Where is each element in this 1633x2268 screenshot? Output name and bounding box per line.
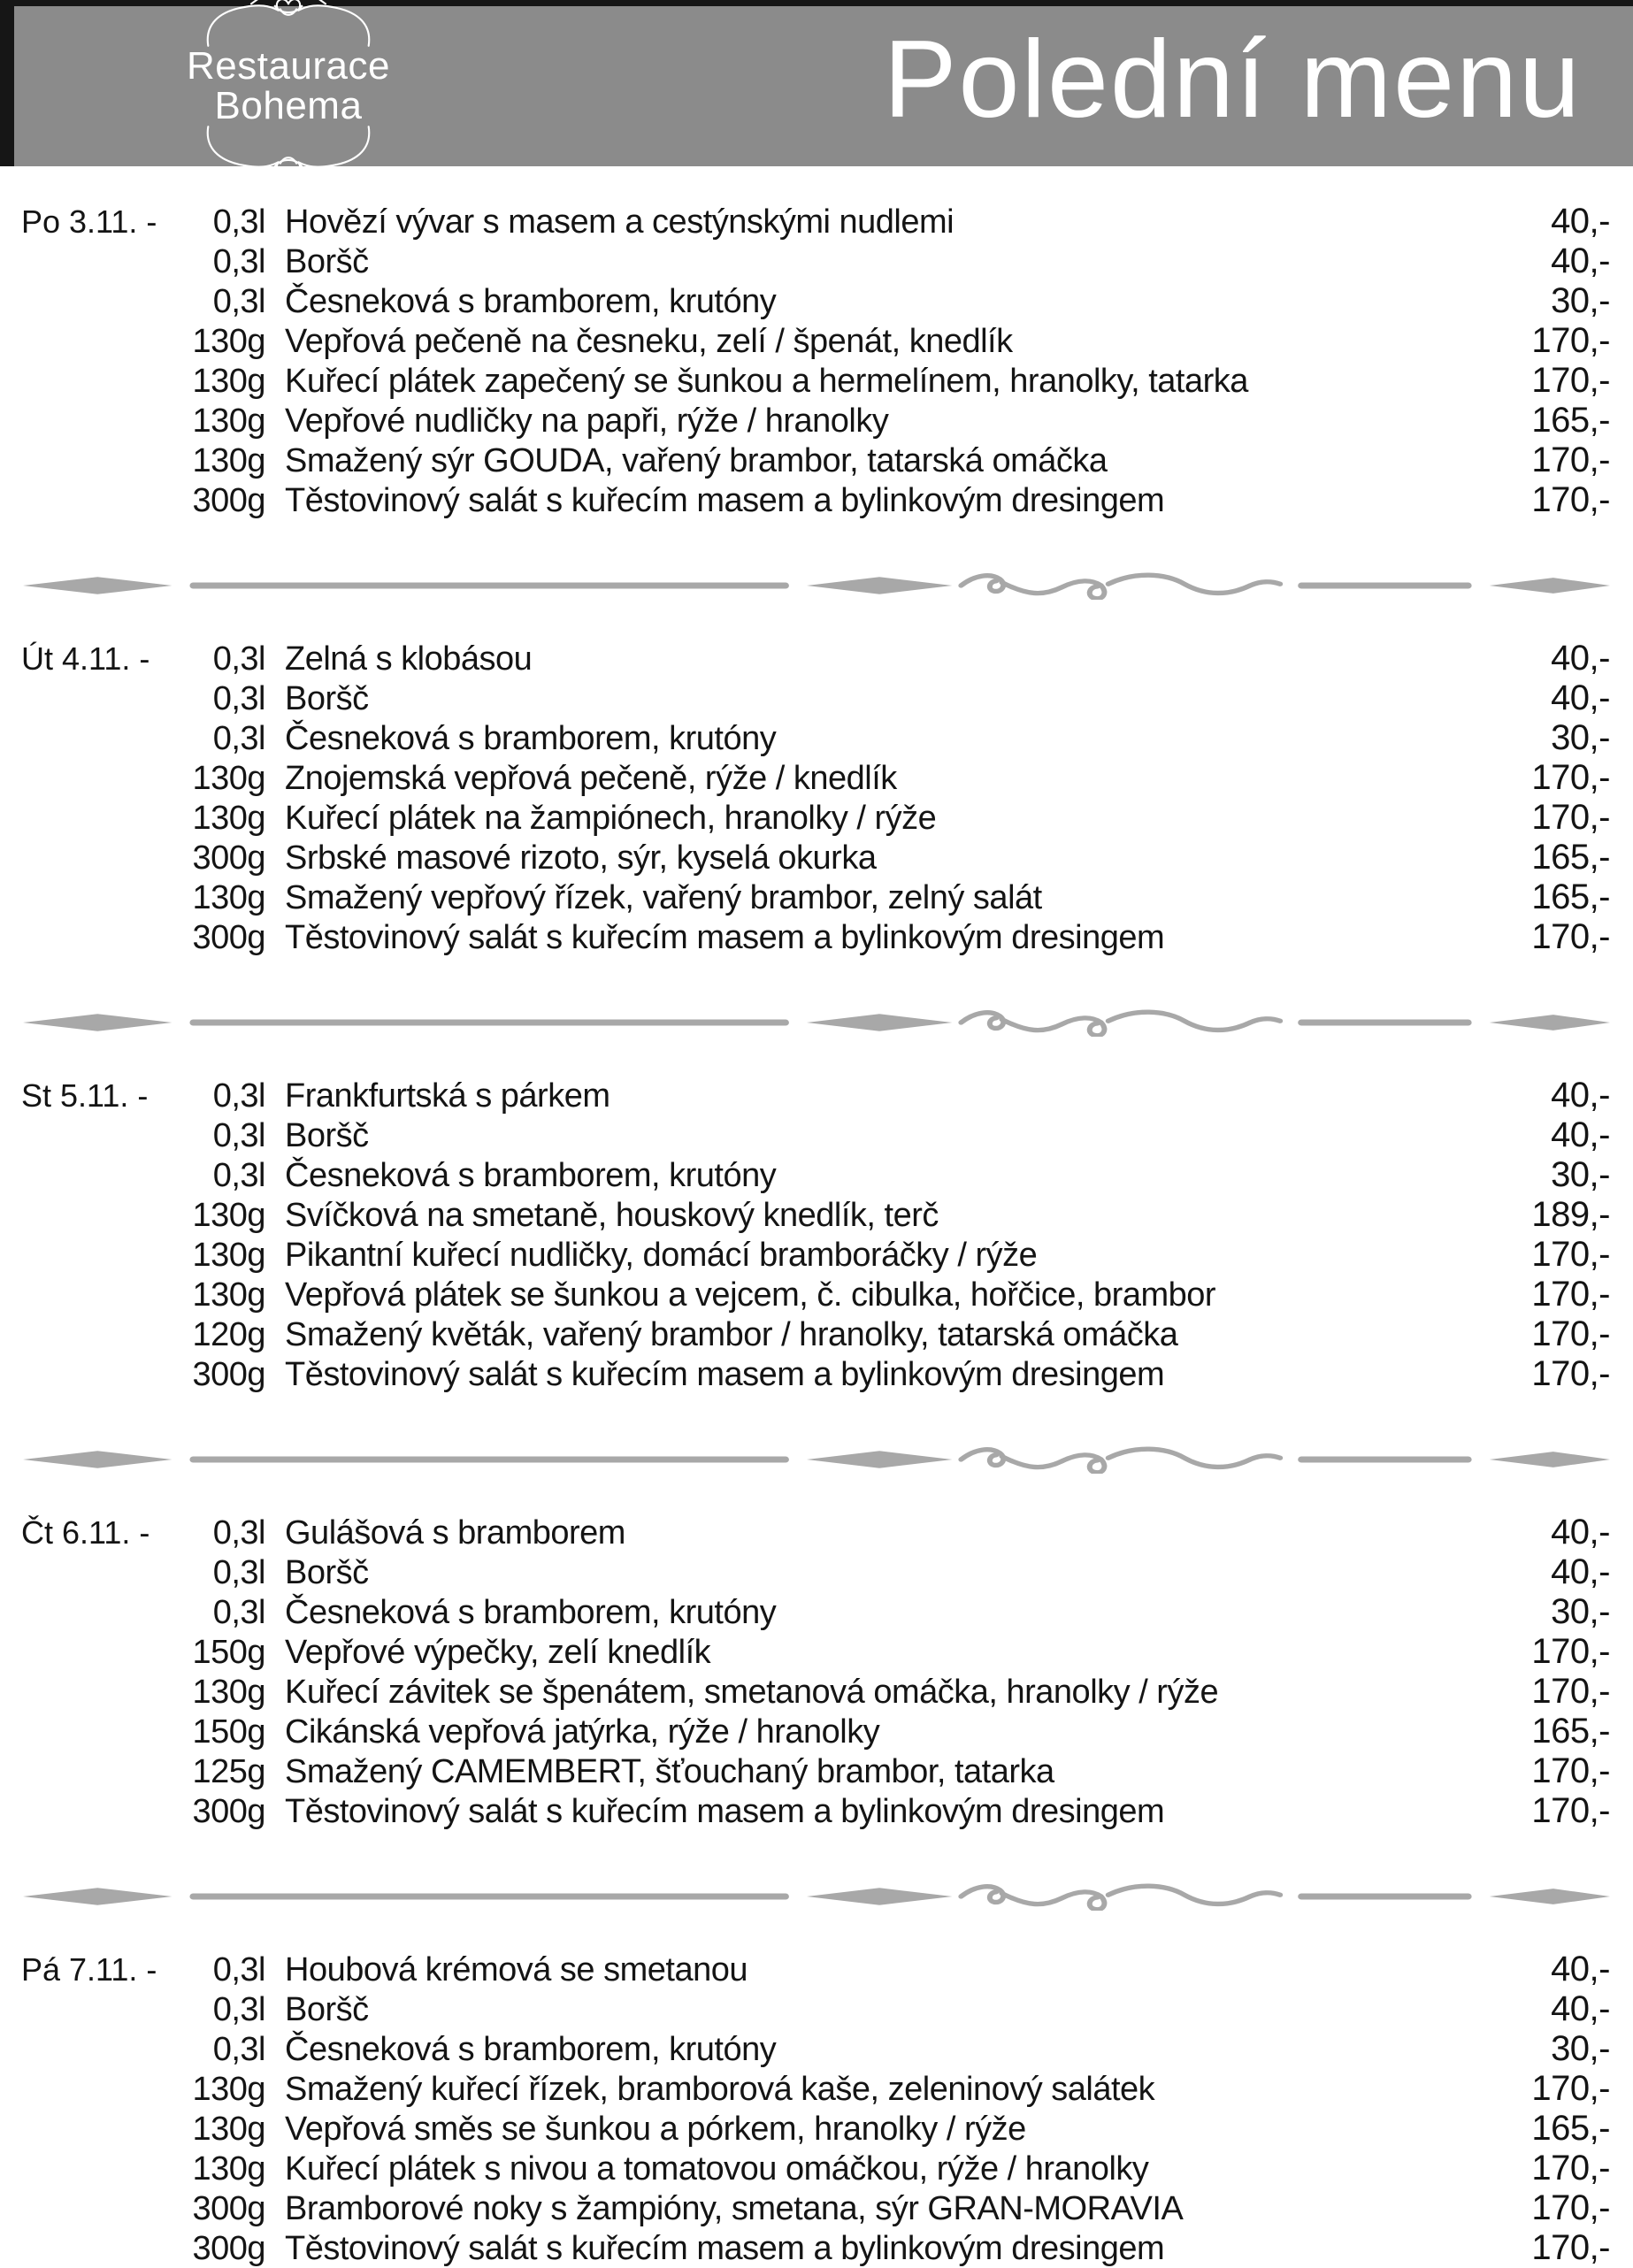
day-rows <box>166 639 1633 957</box>
dish-name: Houbová krémová se smetanou <box>285 1951 748 1988</box>
section-divider <box>0 1008 1633 1037</box>
price-label: 170,- <box>1531 1751 1610 1790</box>
menu-item-row <box>166 1275 1633 1314</box>
dish-name: Cikánská vepřová jatýrka, rýže / hranolky <box>285 1713 880 1751</box>
price-label: 40,- <box>1551 1989 1610 2028</box>
portion-label: 130g <box>192 1674 265 1711</box>
dish-name: Svíčková na smetaně, houskový knedlík, terč <box>285 1197 939 1234</box>
dish-name: Vepřová pečeně na česneku, zelí / špenát, knedlík <box>285 323 1013 360</box>
menu-item-row <box>166 798 1633 838</box>
price-label: 170,- <box>1531 917 1610 956</box>
dish-name: Kuřecí plátek na žampiónech, hranolky / rýže <box>285 800 937 837</box>
menu-item-row <box>166 2188 1633 2228</box>
portion-label: 150g <box>192 1713 265 1751</box>
day-rows <box>166 1076 1633 1394</box>
price-label: 30,- <box>1551 281 1610 320</box>
portion-label: 0,3l <box>212 640 265 678</box>
price-label: 30,- <box>1551 2029 1610 2068</box>
price-label: 170,- <box>1531 1632 1610 1671</box>
price-label: 40,- <box>1551 678 1610 717</box>
price-label: 189,- <box>1531 1195 1610 1234</box>
divider-ornament-icon <box>16 571 1617 600</box>
portion-label: 300g <box>192 2230 265 2267</box>
portion-label: 120g <box>192 1316 265 1353</box>
menu-item-row <box>166 1195 1633 1235</box>
price-label: 170,- <box>1531 1275 1610 1314</box>
dish-name: Gulášová s bramborem <box>285 1514 625 1552</box>
logo-flourish-top-icon <box>156 0 421 47</box>
portion-label: 125g <box>192 1753 265 1790</box>
menu-days <box>0 166 1633 2268</box>
dish-name: Smažený vepřový řízek, vařený brambor, zelný salát <box>285 879 1042 916</box>
dish-name: Kuřecí závitek se špenátem, smetanová omáčka, hranolky / rýže <box>285 1674 1219 1711</box>
menu-item-row <box>166 917 1633 957</box>
day-label: St 5.11. - <box>21 1077 149 1114</box>
price-label: 170,- <box>1531 480 1610 519</box>
menu-item-row <box>166 2069 1633 2109</box>
portion-label: 130g <box>192 442 265 479</box>
portion-label: 0,3l <box>212 1077 265 1115</box>
price-label: 170,- <box>1531 798 1610 837</box>
price-label: 30,- <box>1551 1592 1610 1631</box>
portion-label: 0,3l <box>212 2031 265 2068</box>
menu-item-row <box>166 838 1633 877</box>
price-label: 40,- <box>1551 1552 1610 1591</box>
portion-label: 130g <box>192 363 265 400</box>
menu-item-row <box>166 678 1633 718</box>
menu-item-row <box>166 1513 1633 1552</box>
portion-label: 0,3l <box>212 1514 265 1552</box>
dish-name: Boršč <box>285 680 369 717</box>
menu-item-row <box>166 1632 1633 1672</box>
menu-item-row <box>166 2029 1633 2069</box>
price-label: 165,- <box>1531 877 1610 916</box>
portion-label: 130g <box>192 879 265 916</box>
dish-name: Boršč <box>285 1117 369 1154</box>
menu-item-row <box>166 2109 1633 2149</box>
portion-label: 300g <box>192 839 265 877</box>
portion-label: 0,3l <box>212 720 265 757</box>
menu-item-row <box>166 1712 1633 1751</box>
portion-label: 0,3l <box>212 1594 265 1631</box>
page-title: Polední menu <box>883 19 1582 141</box>
portion-label: 130g <box>192 760 265 797</box>
dish-name: Česneková s bramborem, krutóny <box>285 283 777 320</box>
price-label: 170,- <box>1531 1314 1610 1353</box>
price-label: 165,- <box>1531 2109 1610 2148</box>
dish-name: Česneková s bramborem, krutóny <box>285 1157 777 1194</box>
portion-label: 130g <box>192 2071 265 2108</box>
menu-item-row <box>166 1672 1633 1712</box>
day-rows <box>166 1950 1633 2268</box>
portion-label: 300g <box>192 2190 265 2227</box>
menu-item-row <box>166 1950 1633 1989</box>
price-label: 165,- <box>1531 401 1610 440</box>
dish-name: Smažený kuřecí řízek, bramborová kaše, zeleninový salátek <box>285 2071 1155 2108</box>
day-section <box>0 1076 1633 1394</box>
portion-label: 130g <box>192 402 265 440</box>
menu-item-row <box>166 1354 1633 1394</box>
portion-label: 0,3l <box>212 203 265 241</box>
portion-label: 300g <box>192 1356 265 1393</box>
price-label: 40,- <box>1551 1115 1610 1154</box>
menu-item-row <box>166 281 1633 321</box>
price-label: 40,- <box>1551 1950 1610 1988</box>
price-label: 170,- <box>1531 1672 1610 1711</box>
menu-item-row <box>166 321 1633 361</box>
menu-item-row <box>166 1155 1633 1195</box>
logo-name-line2: Bohema <box>214 83 363 127</box>
menu-item-row <box>166 718 1633 758</box>
portion-label: 0,3l <box>212 1157 265 1194</box>
header-banner <box>0 0 1633 166</box>
dish-name: Těstovinový salát s kuřecím masem a bylinkovým dresingem <box>285 1793 1165 1830</box>
dish-name: Kuřecí plátek zapečený se šunkou a hermelínem, hranolky, tatarka <box>285 363 1248 400</box>
portion-label: 300g <box>192 482 265 519</box>
dish-name: Těstovinový salát s kuřecím masem a bylinkovým dresingem <box>285 2230 1165 2267</box>
portion-label: 0,3l <box>212 243 265 280</box>
day-section <box>0 639 1633 957</box>
menu-item-row <box>166 1552 1633 1592</box>
price-label: 170,- <box>1531 2069 1610 2108</box>
dish-name: Těstovinový salát s kuřecím masem a bylinkovým dresingem <box>285 1356 1165 1393</box>
portion-label: 0,3l <box>212 1117 265 1154</box>
price-label: 40,- <box>1551 1513 1610 1552</box>
price-label: 40,- <box>1551 202 1610 241</box>
section-divider <box>0 1882 1633 1911</box>
dish-name: Vepřové nudličky na papři, rýže / hranolky <box>285 402 889 440</box>
divider-ornament-icon <box>16 1008 1617 1037</box>
menu-item-row <box>166 877 1633 917</box>
dish-name: Česneková s bramborem, krutóny <box>285 1594 777 1631</box>
day-label: Pá 7.11. - <box>21 1951 157 1988</box>
day-section <box>0 202 1633 520</box>
dish-name: Srbské masové rizoto, sýr, kyselá okurka <box>285 839 877 877</box>
portion-label: 150g <box>192 1634 265 1671</box>
menu-item-row <box>166 441 1633 480</box>
menu-item-row <box>166 1115 1633 1155</box>
day-rows <box>166 202 1633 520</box>
day-label: Čt 6.11. - <box>21 1514 150 1551</box>
menu-item-row <box>166 2149 1633 2188</box>
portion-label: 130g <box>192 1197 265 1234</box>
dish-name: Těstovinový salát s kuřecím masem a bylinkovým dresingem <box>285 482 1165 519</box>
day-section <box>0 1513 1633 1831</box>
menu-item-row <box>166 639 1633 678</box>
dish-name: Smažený květák, vařený brambor / hranolky, tatarská omáčka <box>285 1316 1178 1353</box>
portion-label: 0,3l <box>212 1554 265 1591</box>
price-label: 170,- <box>1531 1235 1610 1274</box>
portion-label: 130g <box>192 800 265 837</box>
portion-label: 300g <box>192 1793 265 1830</box>
menu-item-row <box>166 1592 1633 1632</box>
portion-label: 130g <box>192 1237 265 1274</box>
dish-name: Boršč <box>285 1991 369 2028</box>
price-label: 170,- <box>1531 361 1610 400</box>
divider-ornament-icon <box>16 1882 1617 1911</box>
price-label: 40,- <box>1551 1076 1610 1115</box>
dish-name: Frankfurtská s párkem <box>285 1077 610 1115</box>
menu-item-row <box>166 2228 1633 2268</box>
portion-label: 130g <box>192 1276 265 1314</box>
dish-name: Zelná s klobásou <box>285 640 533 678</box>
menu-item-row <box>166 1989 1633 2029</box>
portion-label: 130g <box>192 323 265 360</box>
menu-item-row <box>166 241 1633 281</box>
price-label: 40,- <box>1551 241 1610 280</box>
day-rows <box>166 1513 1633 1831</box>
menu-item-row <box>166 202 1633 241</box>
dish-name: Znojemská vepřová pečeně, rýže / knedlík <box>285 760 897 797</box>
dish-name: Česneková s bramborem, krutóny <box>285 720 777 757</box>
price-label: 30,- <box>1551 718 1610 757</box>
logo-name-line1: Restaurace <box>186 43 390 88</box>
menu-item-row <box>166 361 1633 401</box>
portion-label: 300g <box>192 919 265 956</box>
portion-label: 0,3l <box>212 1991 265 2028</box>
dish-name: Smažený CAMEMBERT, šťouchaný brambor, tatarka <box>285 1753 1054 1790</box>
price-label: 170,- <box>1531 441 1610 479</box>
price-label: 170,- <box>1531 1354 1610 1393</box>
dish-name: Boršč <box>285 243 369 280</box>
menu-item-row <box>166 1791 1633 1831</box>
dish-name: Bramborové noky s žampióny, smetana, sýr GRAN-MORAVIA <box>285 2190 1184 2227</box>
dish-name: Vepřová plátek se šunkou a vejcem, č. cibulka, hořčice, brambor <box>285 1276 1216 1314</box>
menu-item-row <box>166 1314 1633 1354</box>
day-section <box>0 1950 1633 2268</box>
price-label: 165,- <box>1531 838 1610 877</box>
price-label: 40,- <box>1551 639 1610 678</box>
menu-item-row <box>166 401 1633 441</box>
dish-name: Kuřecí plátek s nivou a tomatovou omáčkou, rýže / hranolky <box>285 2150 1149 2188</box>
dish-name: Vepřové výpečky, zelí knedlík <box>285 1634 711 1671</box>
dish-name: Těstovinový salát s kuřecím masem a bylinkovým dresingem <box>285 919 1165 956</box>
dish-name: Česneková s bramborem, krutóny <box>285 2031 777 2068</box>
portion-label: 130g <box>192 2150 265 2188</box>
restaurant-logo <box>138 0 439 175</box>
portion-label: 0,3l <box>212 283 265 320</box>
price-label: 170,- <box>1531 758 1610 797</box>
menu-item-row <box>166 1076 1633 1115</box>
menu-item-row <box>166 1751 1633 1791</box>
menu-item-row <box>166 758 1633 798</box>
portion-label: 0,3l <box>212 680 265 717</box>
price-label: 170,- <box>1531 2188 1610 2227</box>
dish-name: Hovězí vývar s masem a cestýnskými nudlemi <box>285 203 954 241</box>
section-divider <box>0 571 1633 600</box>
dish-name: Boršč <box>285 1554 369 1591</box>
price-label: 170,- <box>1531 2149 1610 2188</box>
day-label: Út 4.11. - <box>21 640 150 677</box>
portion-label: 0,3l <box>212 1951 265 1988</box>
logo-flourish-bottom-icon <box>156 126 421 175</box>
price-label: 170,- <box>1531 1791 1610 1830</box>
price-label: 165,- <box>1531 1712 1610 1751</box>
section-divider <box>0 1445 1633 1474</box>
price-label: 170,- <box>1531 321 1610 360</box>
day-label: Po 3.11. - <box>21 203 157 240</box>
dish-name: Smažený sýr GOUDA, vařený brambor, tatarská omáčka <box>285 442 1108 479</box>
menu-item-row <box>166 480 1633 520</box>
menu-item-row <box>166 1235 1633 1275</box>
price-label: 30,- <box>1551 1155 1610 1194</box>
divider-ornament-icon <box>16 1445 1617 1474</box>
portion-label: 130g <box>192 2111 265 2148</box>
dish-name: Pikantní kuřecí nudličky, domácí bramboráčky / rýže <box>285 1237 1038 1274</box>
price-label: 170,- <box>1531 2228 1610 2267</box>
dish-name: Vepřová směs se šunkou a pórkem, hranolky / rýže <box>285 2111 1026 2148</box>
